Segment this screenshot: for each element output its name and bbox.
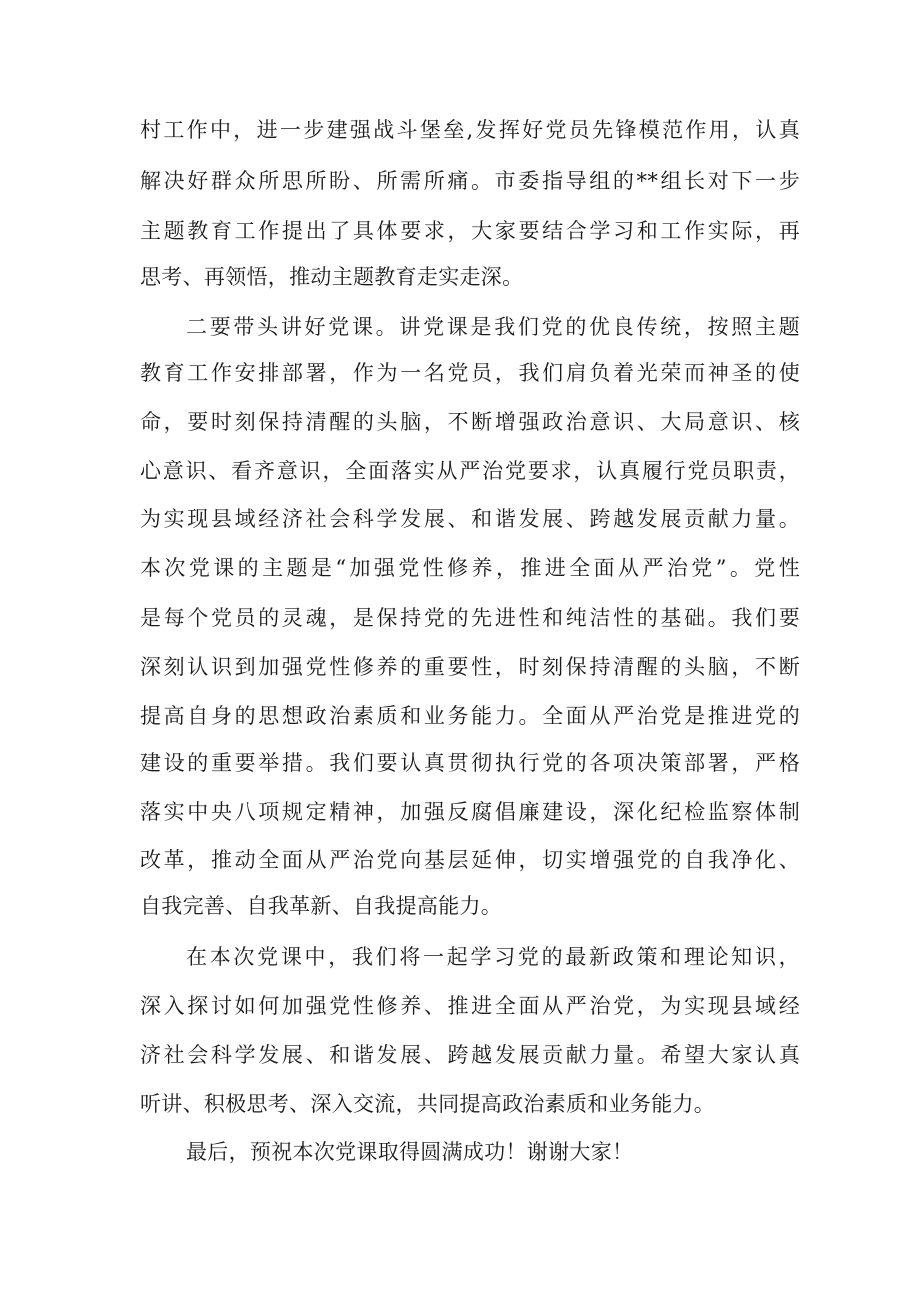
paragraph-1-line-1: 村工作中，进一步建强战斗堡垒,发挥好党员先锋模范作用，认真	[140, 118, 800, 142]
paragraph-2-line-13: 自我完善、自我革新、自我提高能力。	[140, 894, 503, 918]
paragraph-2-line-1: 二要带头讲好党课。讲党课是我们党的优良传统，按照主题	[186, 315, 800, 339]
paragraph-2-line-4: 心意识、看齐意识，全面落实从严治党要求，认真履行党员职责，	[140, 459, 800, 483]
paragraph-2-line-5: 为实现县域经济社会科学发展、和谐发展、跨越发展贡献力量。	[140, 507, 800, 531]
paragraph-1-line-3: 主题教育工作提出了具体要求，大家要结合学习和工作实际，再	[140, 219, 800, 243]
paragraph-2-line-8: 深刻认识到加强党性修养的重要性，时刻保持清醒的头脑，不断	[140, 655, 800, 679]
paragraph-2-line-7: 是每个党员的灵魂，是保持党的先进性和纯洁性的基础。我们要	[140, 606, 800, 630]
paragraph-3-line-2: 深入探讨如何加强党性修养、推进全面从严治党，为实现县域经	[140, 994, 800, 1018]
paragraph-3-line-4: 听讲、积极思考、深入交流，共同提高政治素质和业务能力。	[140, 1092, 716, 1116]
paragraph-3-line-3: 济社会科学发展、和谐发展、跨越发展贡献力量。希望大家认真	[140, 1043, 800, 1067]
paragraph-2-line-10: 建设的重要举措。我们要认真贯彻执行党的各项决策部署，严格	[140, 751, 800, 775]
paragraph-2-line-3: 命，要时刻保持清醒的头脑，不断增强政治意识、大局意识、核	[140, 410, 800, 434]
paragraph-3-line-1: 在本次党课中，我们将一起学习党的最新政策和理论知识，	[186, 945, 800, 969]
paragraph-2-line-2: 教育工作安排部署，作为一名党员，我们肩负着光荣而神圣的使	[140, 361, 800, 385]
paragraph-1-line-4: 思考、再领悟，推动主题教育走实走深。	[140, 265, 524, 289]
paragraph-1-line-2: 解决好群众所思所盼、所需所痛。市委指导组的**组长对下一步	[140, 169, 800, 193]
paragraph-2-line-12: 改革，推动全面从严治党向基层延伸，切实增强党的自我净化、	[140, 848, 800, 872]
paragraph-2-line-6: 本次党课的主题是“加强党性修养，推进全面从严治党”。党性	[140, 556, 800, 580]
paragraph-4-line-1: 最后，预祝本次党课取得圆满成功！谢谢大家！	[186, 1140, 634, 1164]
paragraph-2-line-9: 提高自身的思想政治素质和业务能力。全面从严治党是推进党的	[140, 704, 800, 728]
paragraph-2-line-11: 落实中央八项规定精神，加强反腐倡廉建设，深化纪检监察体制	[140, 800, 800, 824]
